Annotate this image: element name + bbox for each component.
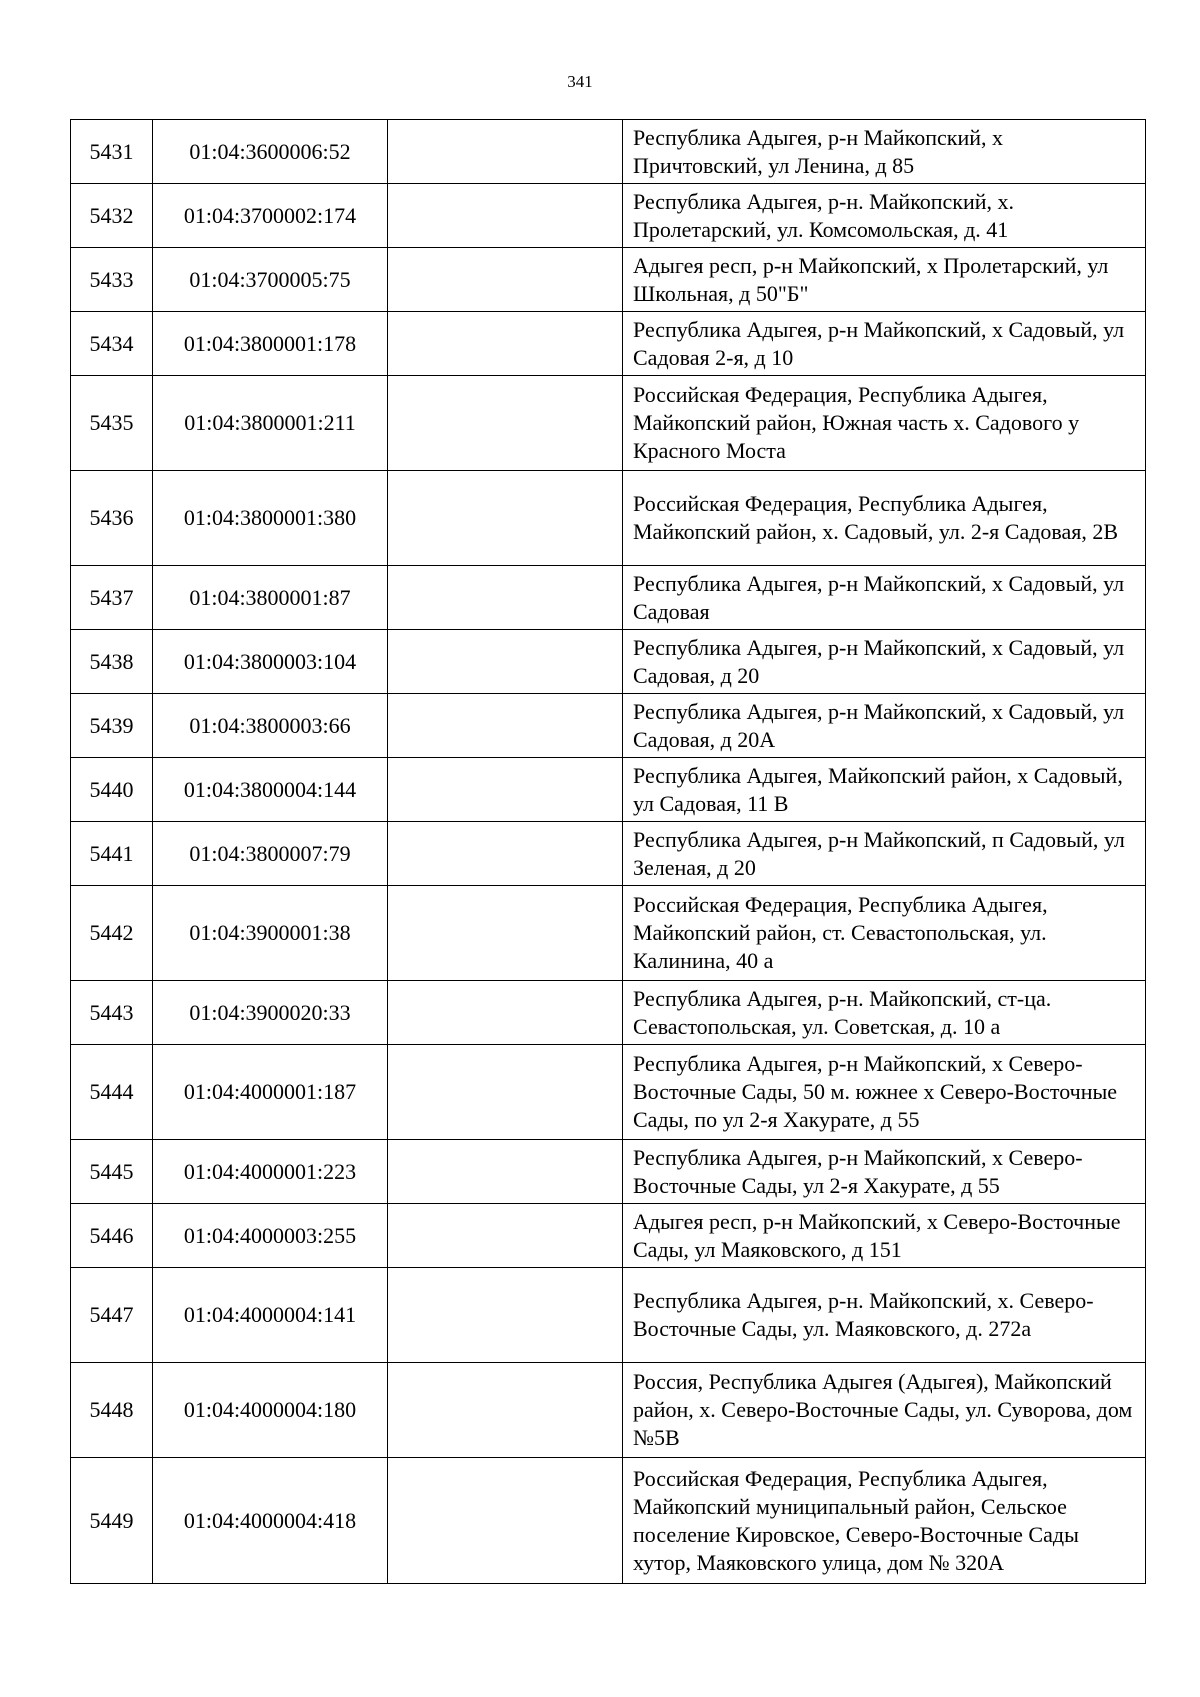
address-cell: Республика Адыгея, р-н Майкопский, х Причтовский, ул Ленина, д 85 xyxy=(623,120,1146,184)
page-number: 341 xyxy=(567,72,593,91)
row-number-cell: 5447 xyxy=(71,1268,153,1363)
address-cell: Россия, Республика Адыгея (Адыгея), Майкопский район, х. Северо-Восточные Сады, ул. Суворова, дом №5В xyxy=(623,1363,1146,1458)
address-cell: Республика Адыгея, р-н Майкопский, х Северо-Восточные Сады, 50 м. южнее х Северо-Восточные Сады, по ул 2-я Хакурате, д 55 xyxy=(623,1045,1146,1140)
table-row xyxy=(71,1363,1146,1458)
address-cell: Республика Адыгея, р-н. Майкопский, х. Пролетарский, ул. Комсомольская, д. 41 xyxy=(623,184,1146,248)
row-number-cell: 5435 xyxy=(71,376,153,471)
cadastral-number-cell: 01:04:3900001:38 xyxy=(153,886,388,981)
cadastral-number-cell: 01:04:3700002:174 xyxy=(153,184,388,248)
row-number-cell: 5444 xyxy=(71,1045,153,1140)
empty-cell xyxy=(388,981,623,1045)
empty-cell xyxy=(388,1140,623,1204)
address-cell: Республика Адыгея, р-н. Майкопский, ст-ца. Севастопольская, ул. Советская, д. 10 а xyxy=(623,981,1146,1045)
address-cell: Российская Федерация, Республика Адыгея, Майкопский район, ст. Севастопольская, ул. Калинина, 40 а xyxy=(623,886,1146,981)
cadastral-number-cell: 01:04:3900020:33 xyxy=(153,981,388,1045)
table-row xyxy=(71,184,1146,248)
row-number-cell: 5437 xyxy=(71,566,153,630)
address-cell: Республика Адыгея, р-н Майкопский, х Садовый, ул Садовая xyxy=(623,566,1146,630)
address-cell: Адыгея респ, р-н Майкопский, х Пролетарский, ул Школьная, д 50"Б" xyxy=(623,248,1146,312)
table-row xyxy=(71,566,1146,630)
row-number-cell: 5443 xyxy=(71,981,153,1045)
empty-cell xyxy=(388,1268,623,1363)
row-number-cell: 5436 xyxy=(71,471,153,566)
empty-cell xyxy=(388,694,623,758)
table-row xyxy=(71,1140,1146,1204)
address-cell: Республика Адыгея, р-н Майкопский, х Северо-Восточные Сады, ул 2-я Хакурате, д 55 xyxy=(623,1140,1146,1204)
address-cell: Республика Адыгея, р-н Майкопский, х Садовый, ул Садовая 2-я, д 10 xyxy=(623,312,1146,376)
cadastral-number-cell: 01:04:3800001:380 xyxy=(153,471,388,566)
cadastral-number-cell: 01:04:3800001:178 xyxy=(153,312,388,376)
cadastral-number-cell: 01:04:3800001:211 xyxy=(153,376,388,471)
empty-cell xyxy=(388,471,623,566)
table-row xyxy=(71,630,1146,694)
address-cell: Республика Адыгея, р-н. Майкопский, х. Северо-Восточные Сады, ул. Маяковского, д. 272а xyxy=(623,1268,1146,1363)
row-number-cell: 5442 xyxy=(71,886,153,981)
table-row xyxy=(71,1458,1146,1584)
row-number-cell: 5433 xyxy=(71,248,153,312)
cadastral-number-cell: 01:04:3800003:104 xyxy=(153,630,388,694)
cadastral-number-cell: 01:04:4000004:180 xyxy=(153,1363,388,1458)
table-row xyxy=(71,471,1146,566)
address-cell: Российская Федерация, Республика Адыгея, Майкопский район, х. Садовый, ул. 2-я Садовая, 2В xyxy=(623,471,1146,566)
empty-cell xyxy=(388,886,623,981)
address-cell: Республика Адыгея, Майкопский район, х Садовый, ул Садовая, 11 В xyxy=(623,758,1146,822)
table-row xyxy=(71,1204,1146,1268)
property-registry-table xyxy=(70,119,1146,1584)
empty-cell xyxy=(388,248,623,312)
cadastral-number-cell: 01:04:4000001:223 xyxy=(153,1140,388,1204)
row-number-cell: 5440 xyxy=(71,758,153,822)
empty-cell xyxy=(388,1458,623,1584)
empty-cell xyxy=(388,758,623,822)
row-number-cell: 5434 xyxy=(71,312,153,376)
empty-cell xyxy=(388,376,623,471)
row-number-cell: 5449 xyxy=(71,1458,153,1584)
empty-cell xyxy=(388,120,623,184)
cadastral-number-cell: 01:04:3600006:52 xyxy=(153,120,388,184)
table-row xyxy=(71,248,1146,312)
cadastral-number-cell: 01:04:4000004:418 xyxy=(153,1458,388,1584)
address-cell: Российская Федерация, Республика Адыгея, Майкопский муниципальный район, Сельское поселение Кировское, Северо-Восточные Сады хутор, Маяковского улица, дом № 320А xyxy=(623,1458,1146,1584)
cadastral-number-cell: 01:04:4000003:255 xyxy=(153,1204,388,1268)
table-row xyxy=(71,694,1146,758)
row-number-cell: 5445 xyxy=(71,1140,153,1204)
table-row xyxy=(71,312,1146,376)
table-row xyxy=(71,886,1146,981)
empty-cell xyxy=(388,312,623,376)
address-cell: Российская Федерация, Республика Адыгея, Майкопский район, Южная часть х. Садового у Красного Моста xyxy=(623,376,1146,471)
row-number-cell: 5432 xyxy=(71,184,153,248)
address-cell: Республика Адыгея, р-н Майкопский, х Садовый, ул Садовая, д 20 xyxy=(623,630,1146,694)
cadastral-number-cell: 01:04:3800007:79 xyxy=(153,822,388,886)
empty-cell xyxy=(388,630,623,694)
address-cell: Республика Адыгея, р-н Майкопский, х Садовый, ул Садовая, д 20А xyxy=(623,694,1146,758)
cadastral-number-cell: 01:04:3800001:87 xyxy=(153,566,388,630)
row-number-cell: 5431 xyxy=(71,120,153,184)
table-row xyxy=(71,376,1146,471)
cadastral-number-cell: 01:04:3800004:144 xyxy=(153,758,388,822)
empty-cell xyxy=(388,566,623,630)
table-row xyxy=(71,120,1146,184)
table-row xyxy=(71,758,1146,822)
empty-cell xyxy=(388,1204,623,1268)
empty-cell xyxy=(388,1045,623,1140)
address-cell: Республика Адыгея, р-н Майкопский, п Садовый, ул Зеленая, д 20 xyxy=(623,822,1146,886)
empty-cell xyxy=(388,822,623,886)
empty-cell xyxy=(388,184,623,248)
table-row xyxy=(71,822,1146,886)
row-number-cell: 5446 xyxy=(71,1204,153,1268)
cadastral-number-cell: 01:04:4000004:141 xyxy=(153,1268,388,1363)
table-row xyxy=(71,981,1146,1045)
row-number-cell: 5438 xyxy=(71,630,153,694)
address-cell: Адыгея респ, р-н Майкопский, х Северо-Восточные Сады, ул Маяковского, д 151 xyxy=(623,1204,1146,1268)
row-number-cell: 5448 xyxy=(71,1363,153,1458)
empty-cell xyxy=(388,1363,623,1458)
table-row xyxy=(71,1045,1146,1140)
cadastral-number-cell: 01:04:4000001:187 xyxy=(153,1045,388,1140)
row-number-cell: 5439 xyxy=(71,694,153,758)
cadastral-number-cell: 01:04:3800003:66 xyxy=(153,694,388,758)
row-number-cell: 5441 xyxy=(71,822,153,886)
cadastral-number-cell: 01:04:3700005:75 xyxy=(153,248,388,312)
table-row xyxy=(71,1268,1146,1363)
